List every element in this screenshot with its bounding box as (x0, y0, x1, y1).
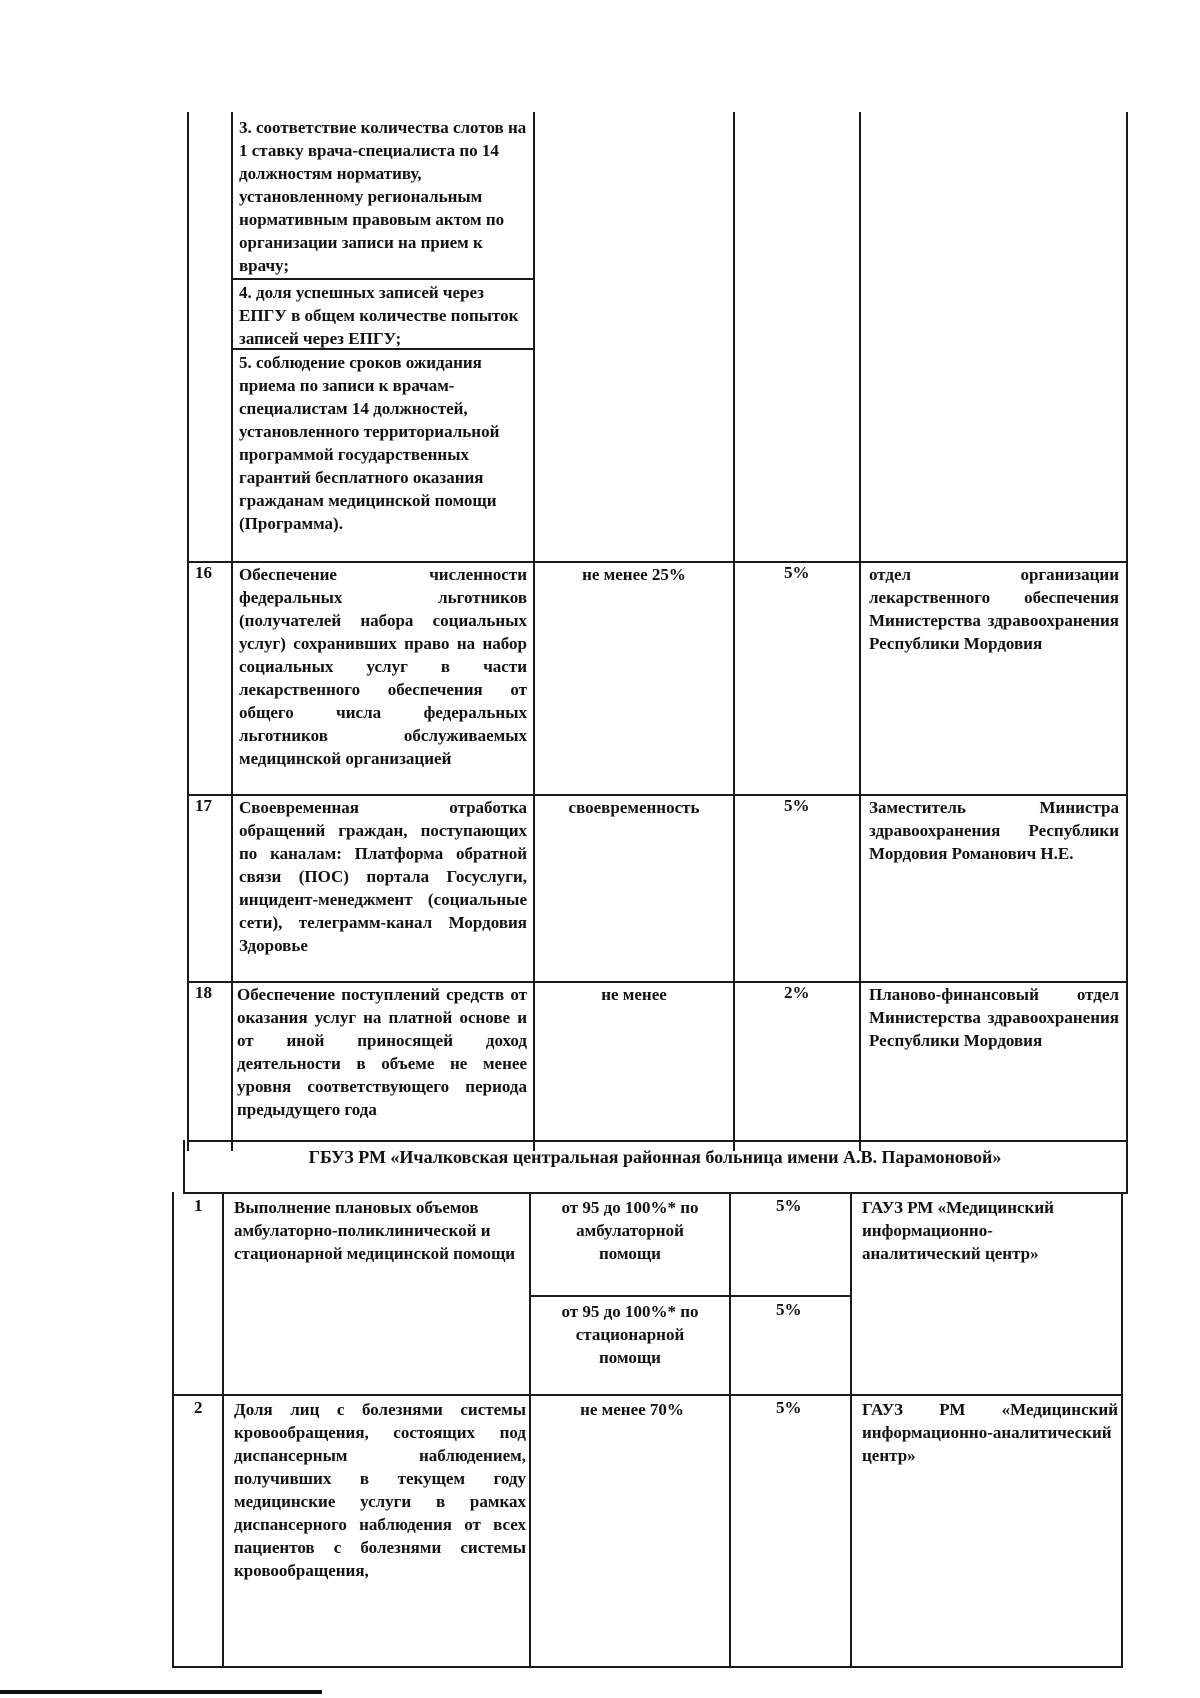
table-rule (231, 112, 233, 1151)
table-rule (187, 112, 189, 1151)
table-rule (222, 1192, 224, 1668)
row-responsible: отдел организации лекарственного обеспечения Министерства здравоохранения Республики Мордовия (869, 565, 1119, 653)
table-rule (733, 112, 735, 1151)
row-responsible: Заместитель Министра здравоохранения Республики Мордовия Романович Н.Е. (869, 798, 1119, 863)
row-number: 16 (195, 563, 212, 582)
table-rule (729, 1192, 731, 1668)
table-rule (172, 1666, 1123, 1668)
row-indicator: Выполнение плановых объемов амбулаторно-поликлинической и стационарной медицинской помощи (234, 1198, 516, 1263)
table-rule (850, 1192, 852, 1668)
row-number: 2 (194, 1398, 203, 1417)
row-criterion: не менее (601, 985, 667, 1004)
table-rule (187, 1140, 1128, 1142)
continued-item-3: 3. соответствие количества слотов на 1 ставку врача-специалиста по 14 должностям нормативу, установленному региональным нормативным правовым актом по организации записи на прием к врачу; (239, 118, 527, 275)
row-weight: 5% (784, 796, 810, 815)
row-weight: 2% (784, 983, 810, 1002)
row-indicator: Обеспечение поступлений средств от оказания услуг на платной основе и от иной приносящей доход деятельности в объеме не менее уровня соответствующего периода предыдущего года (237, 985, 527, 1119)
row-criterion: от 95 до 100%* по амбулаторной помощи (561, 1198, 699, 1263)
row-criterion: своевременность (568, 798, 700, 817)
table-rule (172, 1192, 174, 1668)
row-responsible: ГАУЗ РМ «Медицинский информационно-аналитический центр» (862, 1198, 1054, 1263)
continued-item-4: 4. доля успешных записей через ЕПГУ в общем количестве попыток записей через ЕПГУ; (239, 283, 519, 348)
table-rule (529, 1295, 852, 1297)
row-indicator: Своевременная отработка обращений граждан, поступающих по каналам: Платформа обратной связи (ПОС) портала Госуслуги, инцидент-менеджмент (социальные сети), телеграмм-канал Мордовия Здоровье (239, 798, 527, 955)
row-weight: 5% (776, 1398, 802, 1417)
row-criterion: не менее 70% (580, 1400, 684, 1419)
table-rule (231, 278, 535, 280)
row-indicator: Доля лиц с болезнями системы кровообращения, состоящих под диспансерным наблюдением, получивших в текущем году медицинские услуги в рамках диспансерного наблюдения от всех пациентов с болезнями системы кровообращения, (234, 1400, 526, 1580)
table-rule (183, 1140, 185, 1194)
row-number: 1 (194, 1196, 203, 1215)
row-weight: 5% (784, 563, 810, 582)
continued-item-5: 5. соблюдение сроков ожидания приема по записи к врачам-специалистам 14 должностей, установленного территориальной программой государственных гарантий бесплатного оказания гражданам медицинской помощи (Программа). (239, 353, 500, 533)
table-rule (1126, 112, 1128, 1151)
row-number: 17 (195, 796, 212, 815)
row-criterion: не менее 25% (582, 565, 686, 584)
table-rule (1121, 1192, 1123, 1668)
table-rule (533, 112, 535, 1151)
table-rule (1126, 1140, 1128, 1194)
row-weight: 5% (776, 1196, 802, 1215)
row-indicator: Обеспечение численности федеральных льготников (получателей набора социальных услуг) сохранивших право на набор социальных услуг в части лекарственного обеспечения от общего числа федеральных льготников обслуживаемых медицинской организацией (239, 565, 527, 768)
row-criterion: от 95 до 100%* по стационарной помощи (561, 1302, 699, 1367)
row-number: 18 (195, 983, 212, 1002)
footnote-separator (0, 1690, 322, 1694)
table-rule (529, 1192, 531, 1668)
row-responsible: ГАУЗ РМ «Медицинский информационно-аналитический центр» (862, 1400, 1118, 1465)
table-rule (183, 1192, 1128, 1194)
section-title: ГБУЗ РМ «Ичалковская центральная районная больница имени А.В. Парамоновой» (308, 1147, 1002, 1167)
row-responsible: Планово-финансовый отдел Министерства здравоохранения Республики Мордовия (869, 985, 1119, 1050)
table-rule (172, 1394, 1123, 1396)
table-rule (859, 112, 861, 1151)
row-weight: 5% (776, 1300, 802, 1319)
